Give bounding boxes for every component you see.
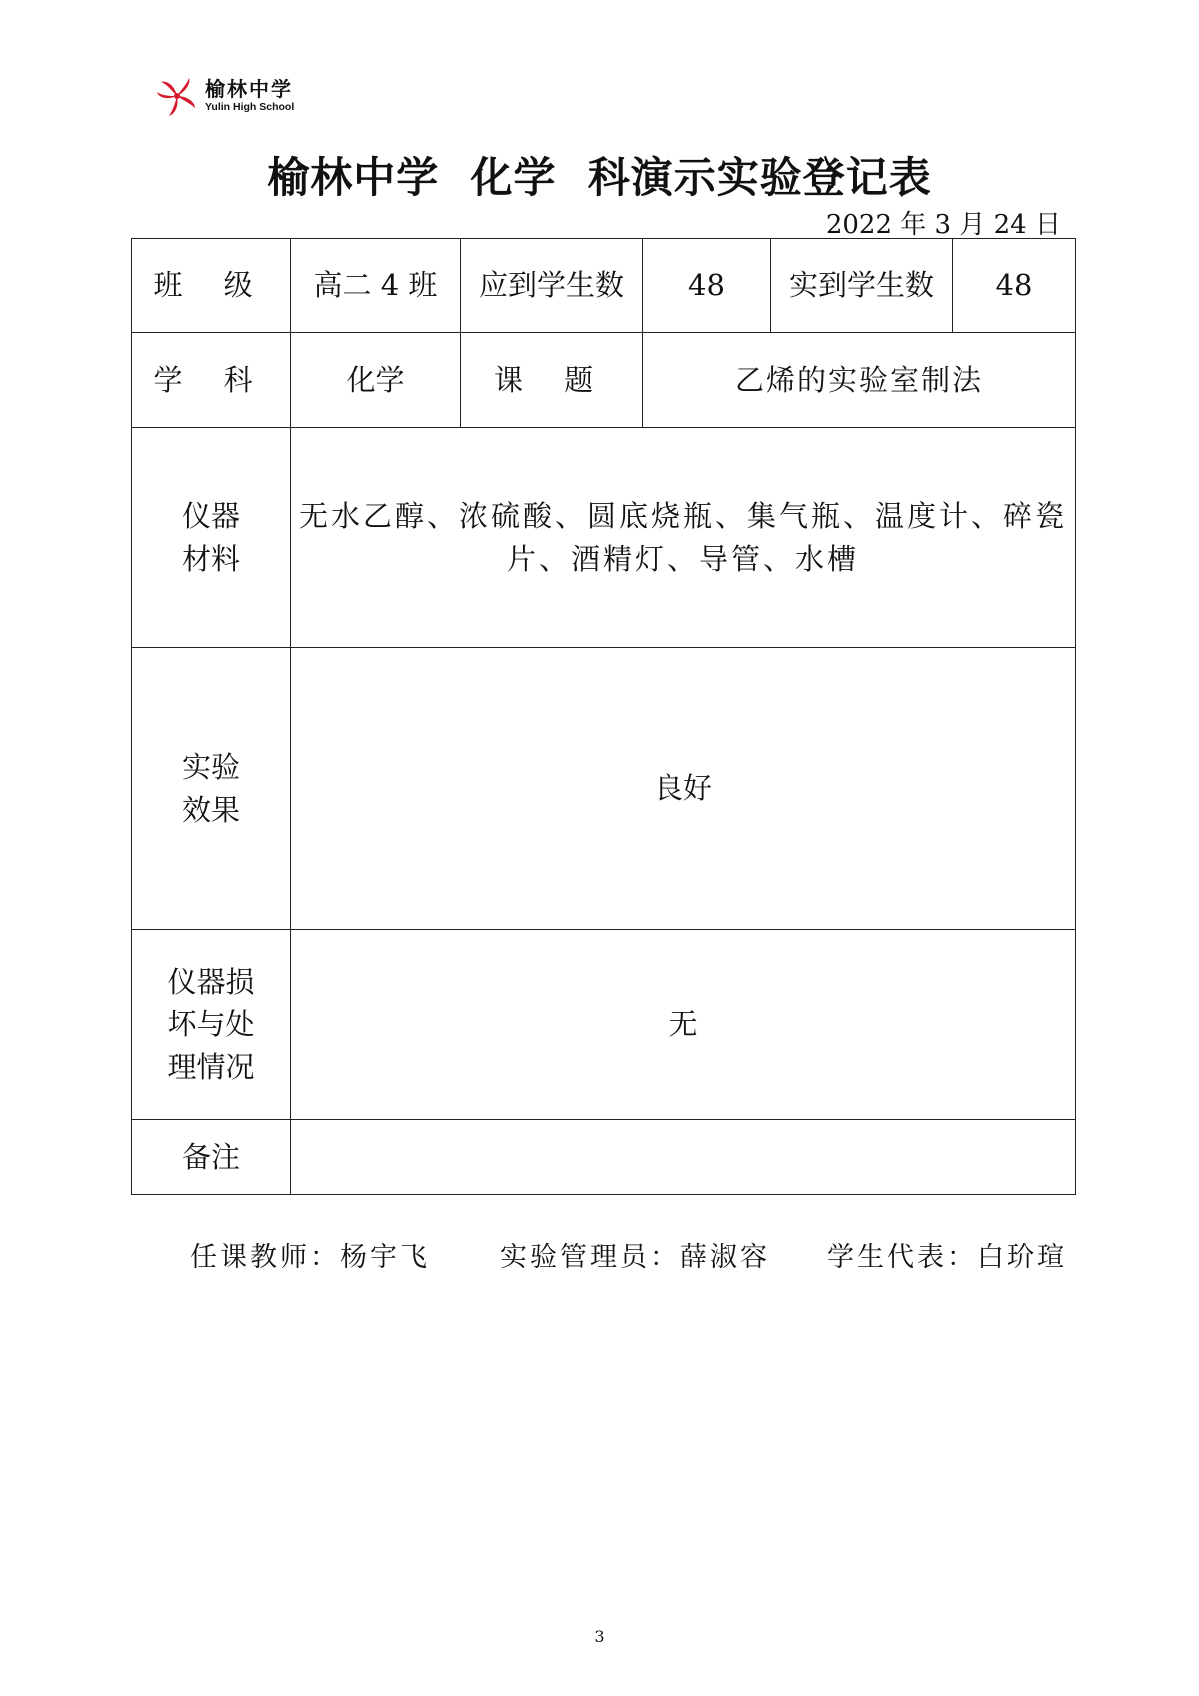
teacher-signature: 任课教师：杨宇飞 bbox=[190, 1242, 430, 1273]
damage-label-line: 坏与处 bbox=[167, 1007, 255, 1042]
form-date bbox=[826, 204, 1061, 241]
date-day-unit: 日 bbox=[1034, 210, 1061, 240]
damage-label bbox=[132, 930, 291, 1120]
materials-label bbox=[132, 428, 291, 648]
effect-label-line: 效果 bbox=[181, 792, 240, 827]
materials-label-line: 仪器 bbox=[181, 499, 240, 534]
date-year-unit: 年 bbox=[900, 210, 927, 240]
title-subject: 化学 bbox=[470, 153, 557, 202]
materials-label-line: 材料 bbox=[181, 541, 240, 576]
table-row bbox=[132, 648, 1076, 930]
date-year: 2022 bbox=[825, 210, 892, 240]
date-month: 3 bbox=[934, 210, 952, 240]
remarks-label: 备注 bbox=[132, 1120, 291, 1195]
actual-students-label: 实到学生数 bbox=[771, 239, 953, 333]
effect-value: 良好 bbox=[291, 648, 1076, 930]
table-row bbox=[132, 1120, 1076, 1195]
damage-label-line: 理情况 bbox=[167, 1049, 255, 1084]
title-school: 榆林中学 bbox=[267, 153, 440, 202]
table-row bbox=[132, 239, 1076, 333]
page-number: 3 bbox=[594, 1627, 605, 1646]
page-title bbox=[0, 145, 1199, 205]
registration-table bbox=[131, 238, 1076, 1195]
class-label: 班 级 bbox=[132, 239, 291, 333]
table-row bbox=[132, 428, 1076, 648]
date-day: 24 bbox=[993, 210, 1027, 240]
expected-students-value: 48 bbox=[643, 239, 771, 333]
school-emblem-icon bbox=[155, 74, 199, 118]
remarks-value bbox=[291, 1120, 1076, 1195]
effect-label-line: 实验 bbox=[181, 750, 240, 785]
table-row bbox=[132, 333, 1076, 428]
damage-value: 无 bbox=[291, 930, 1076, 1120]
expected-students-label: 应到学生数 bbox=[461, 239, 643, 333]
logo-english-name: Yulin High School bbox=[205, 101, 295, 114]
materials-value: 无水乙醇、浓硫酸、圆底烧瓶、集气瓶、温度计、碎瓷片、酒精灯、导管、水槽 bbox=[291, 428, 1076, 648]
subject-label: 学 科 bbox=[132, 333, 291, 428]
actual-students-value: 48 bbox=[953, 239, 1076, 333]
topic-value: 乙烯的实验室制法 bbox=[643, 333, 1076, 428]
logo-chinese-name: 榆林中学 bbox=[205, 77, 293, 102]
class-value: 高二 4 班 bbox=[291, 239, 461, 333]
effect-label bbox=[132, 648, 291, 930]
table-row bbox=[132, 930, 1076, 1120]
damage-label-line: 仪器损 bbox=[167, 965, 255, 1000]
title-rest: 科演示实验登记表 bbox=[587, 153, 932, 202]
topic-label: 课 题 bbox=[461, 333, 643, 428]
student-rep-signature: 学生代表：白玠瑄 bbox=[827, 1242, 1067, 1273]
school-logo bbox=[155, 72, 294, 120]
manager-signature: 实验管理员：薛淑容 bbox=[500, 1242, 770, 1273]
subject-value: 化学 bbox=[291, 333, 461, 428]
date-month-unit: 月 bbox=[959, 210, 986, 240]
